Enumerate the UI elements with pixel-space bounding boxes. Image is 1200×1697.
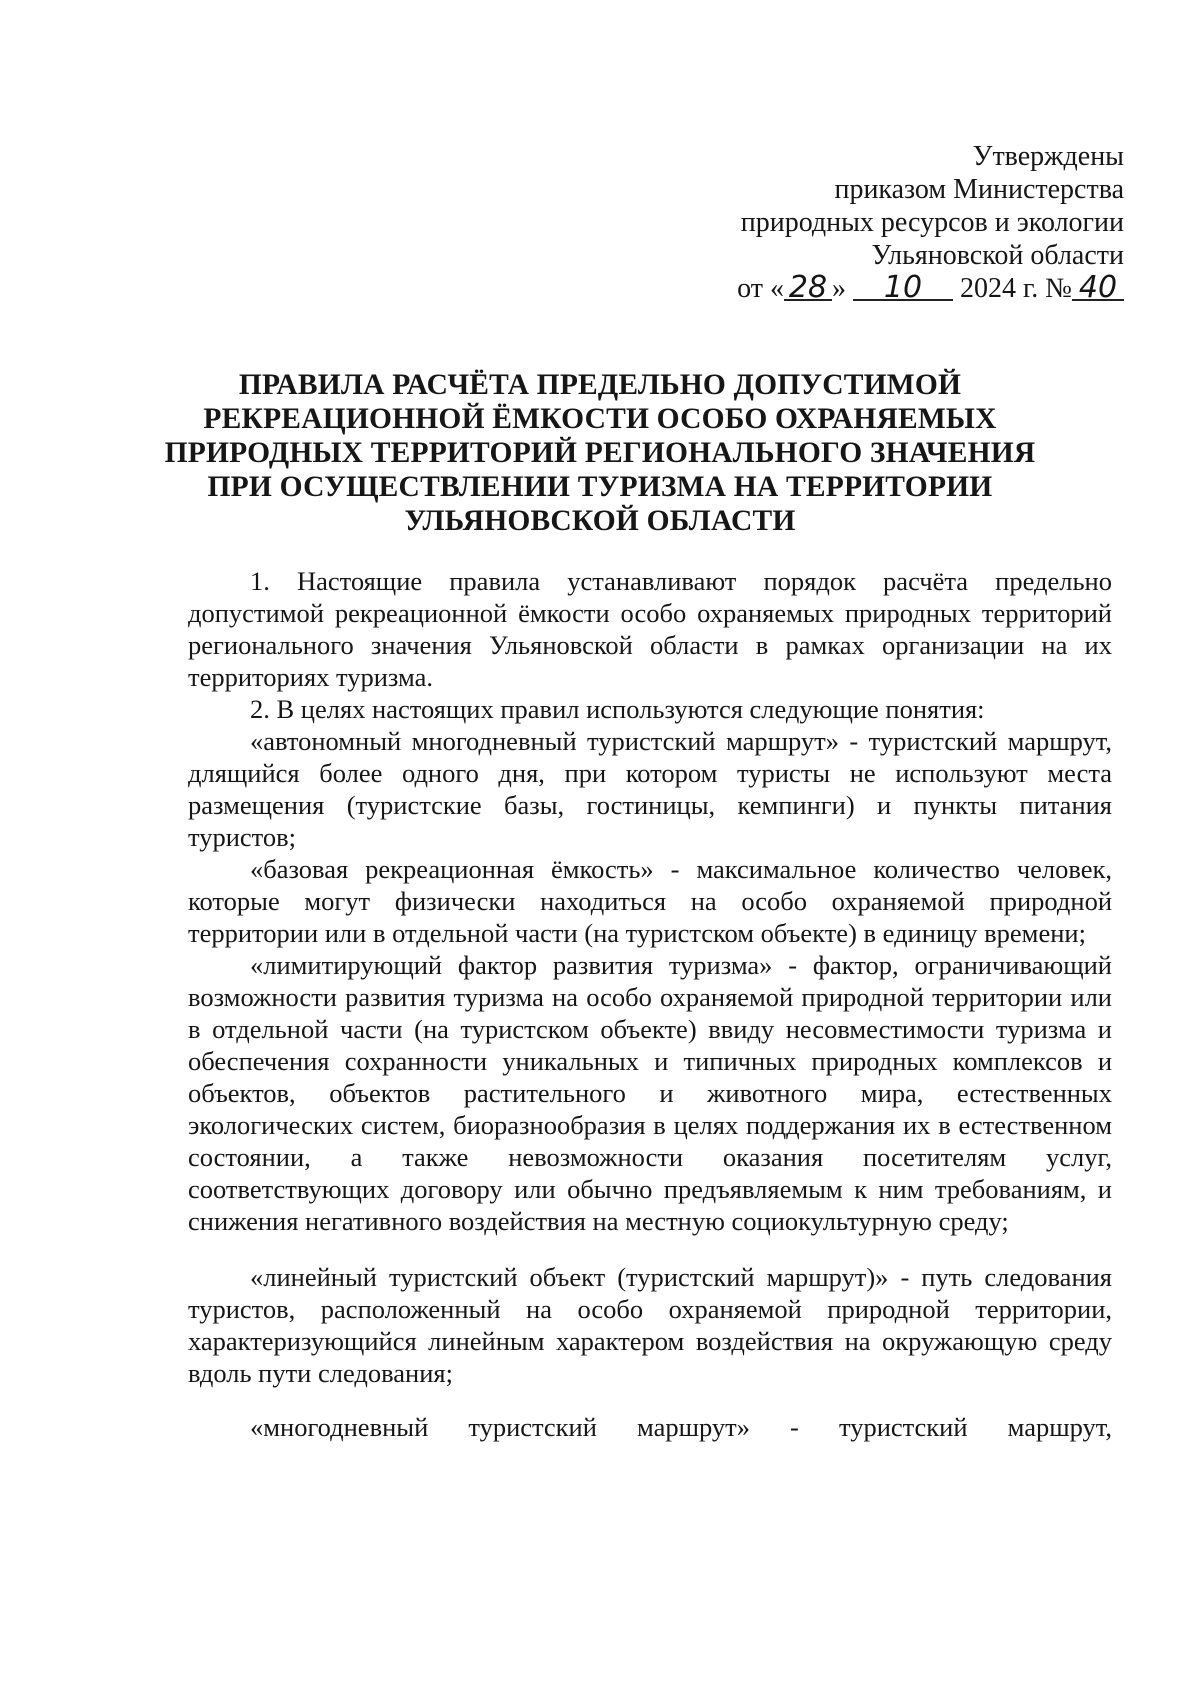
approval-stamp	[737, 140, 1124, 305]
definition-base-capacity: «базовая рекреационная ёмкость» - максимальное количество человек, которые могут физически находиться на особо охраняемой природной территории или в отдельной части (на туристском объекте) в единицу времени;	[188, 854, 1112, 948]
date-year: 2024 г. №	[959, 273, 1072, 304]
definition-autonomous-route: «автономный многодневный туристский маршрут» - туристский маршрут, длящийся более одного дня, при котором туристы не используют места размещения (туристские базы, гостиницы, кемпинги) и пункты питания туристов;	[188, 726, 1112, 852]
paragraph-1: 1. Настоящие правила устанавливают порядок расчёта предельно допустимой рекреационной ёмкости особо охраняемых природных территорий регионального значения Ульяновской области в рамках организации на их территориях туризма.	[188, 566, 1112, 692]
definition-multiday-route: «многодневный туристский маршрут» - туристский маршрут,	[250, 1412, 1112, 1442]
title-line: УЛЬЯНОВСКОЙ ОБЛАСТИ	[404, 505, 796, 537]
handwritten-month: 10	[853, 273, 953, 303]
title-line: ПРИРОДНЫХ ТЕРРИТОРИЙ РЕГИОНАЛЬНОГО ЗНАЧЕНИЯ	[164, 437, 1036, 469]
approval-line: природных ресурсов и экологии	[740, 207, 1124, 238]
definition-limiting-factor: «лимитирующий фактор развития туризма» - фактор, ограничивающий возможности развития туризма на особо охраняемой природной территории или в отдельной части (на туристском объекте) ввиду несовместимости туризма и обеспечения сохранности уникальных и типичных природных комплексов и объектов, объектов растительного и животного мира, естественных экологических систем, биоразнообразия в целях поддержания их в естественном состоянии, а также невозможности оказания посетителям услуг, соответствующих договору или обычно предъявляемым к ним требованиям, и снижения негативного воздействия на местную социокультурную среду;	[188, 950, 1112, 1236]
handwritten-order-number: 40	[1072, 273, 1124, 303]
date-day-close: »	[831, 273, 846, 304]
title-line: ПРАВИЛА РАСЧЁТА ПРЕДЕЛЬНО ДОПУСТИМОЙ	[238, 369, 962, 401]
approval-line: Утверждены	[972, 141, 1124, 172]
approval-date	[737, 272, 1124, 305]
handwritten-day: 28	[784, 273, 832, 303]
approval-line: Ульяновской области	[871, 240, 1124, 271]
document-body	[188, 565, 1112, 1443]
date-prefix: от «	[737, 273, 784, 304]
approval-line: приказом Министерства	[834, 174, 1124, 205]
document-title	[120, 368, 1080, 538]
title-line: РЕКРЕАЦИОННОЙ ЁМКОСТИ ОСОБО ОХРАНЯЕМЫХ	[203, 403, 997, 435]
paragraph-2: 2. В целях настоящих правил используются следующие понятия:	[250, 694, 985, 724]
title-line: ПРИ ОСУЩЕСТВЛЕНИИ ТУРИЗМА НА ТЕРРИТОРИИ	[207, 471, 993, 503]
definition-linear-object: «линейный туристский объект (туристский маршрут)» - путь следования туристов, расположенный на особо охраняемой природной территории, характеризующийся линейным характером воздействия на окружающую среду вдоль пути следования;	[188, 1262, 1112, 1388]
